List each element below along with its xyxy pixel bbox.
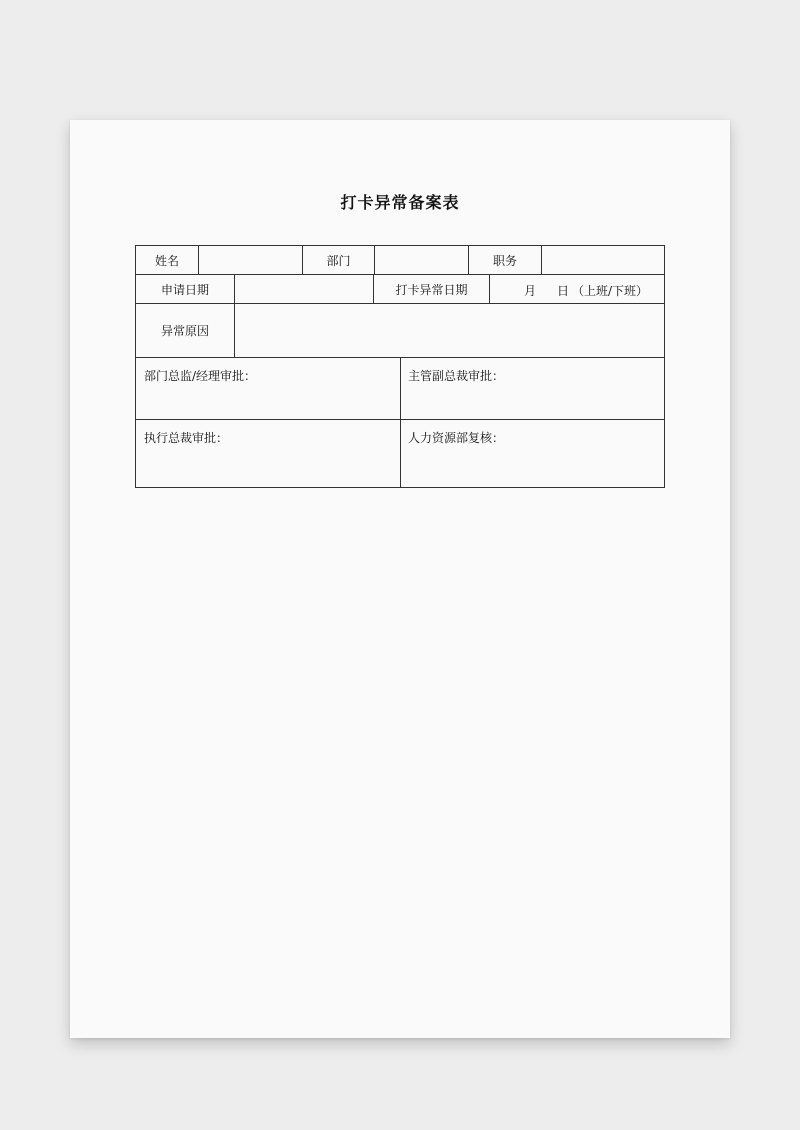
abnormal-clock-in-form bbox=[135, 245, 665, 488]
vp-approval-label: 主管副总裁审批： bbox=[408, 369, 505, 383]
abnormal-date-label: 打卡异常日期 bbox=[395, 282, 468, 297]
reason-label: 异常原因 bbox=[160, 324, 209, 338]
ceo-approval-label: 执行总裁审批： bbox=[144, 431, 229, 445]
department-value[interactable] bbox=[375, 246, 468, 274]
month-unit: 月 bbox=[524, 284, 537, 298]
day-unit: 日 bbox=[557, 284, 570, 298]
apply-date-value[interactable] bbox=[235, 275, 373, 303]
form-title: 打卡异常备案表 bbox=[340, 193, 460, 212]
document-page bbox=[70, 120, 730, 1038]
reason-value[interactable] bbox=[235, 304, 664, 357]
position-value[interactable] bbox=[542, 246, 664, 274]
shift-option: （上班/下班） bbox=[572, 284, 649, 298]
hr-review-label: 人力资源部复核： bbox=[408, 431, 505, 445]
col-divider bbox=[400, 357, 401, 487]
position-label: 职务 bbox=[492, 253, 517, 268]
department-label: 部门 bbox=[326, 253, 351, 268]
dept-manager-approval-label: 部门总监/经理审批： bbox=[144, 369, 257, 383]
name-label: 姓名 bbox=[154, 253, 179, 268]
name-value[interactable] bbox=[199, 246, 302, 274]
apply-date-label: 申请日期 bbox=[160, 282, 209, 297]
